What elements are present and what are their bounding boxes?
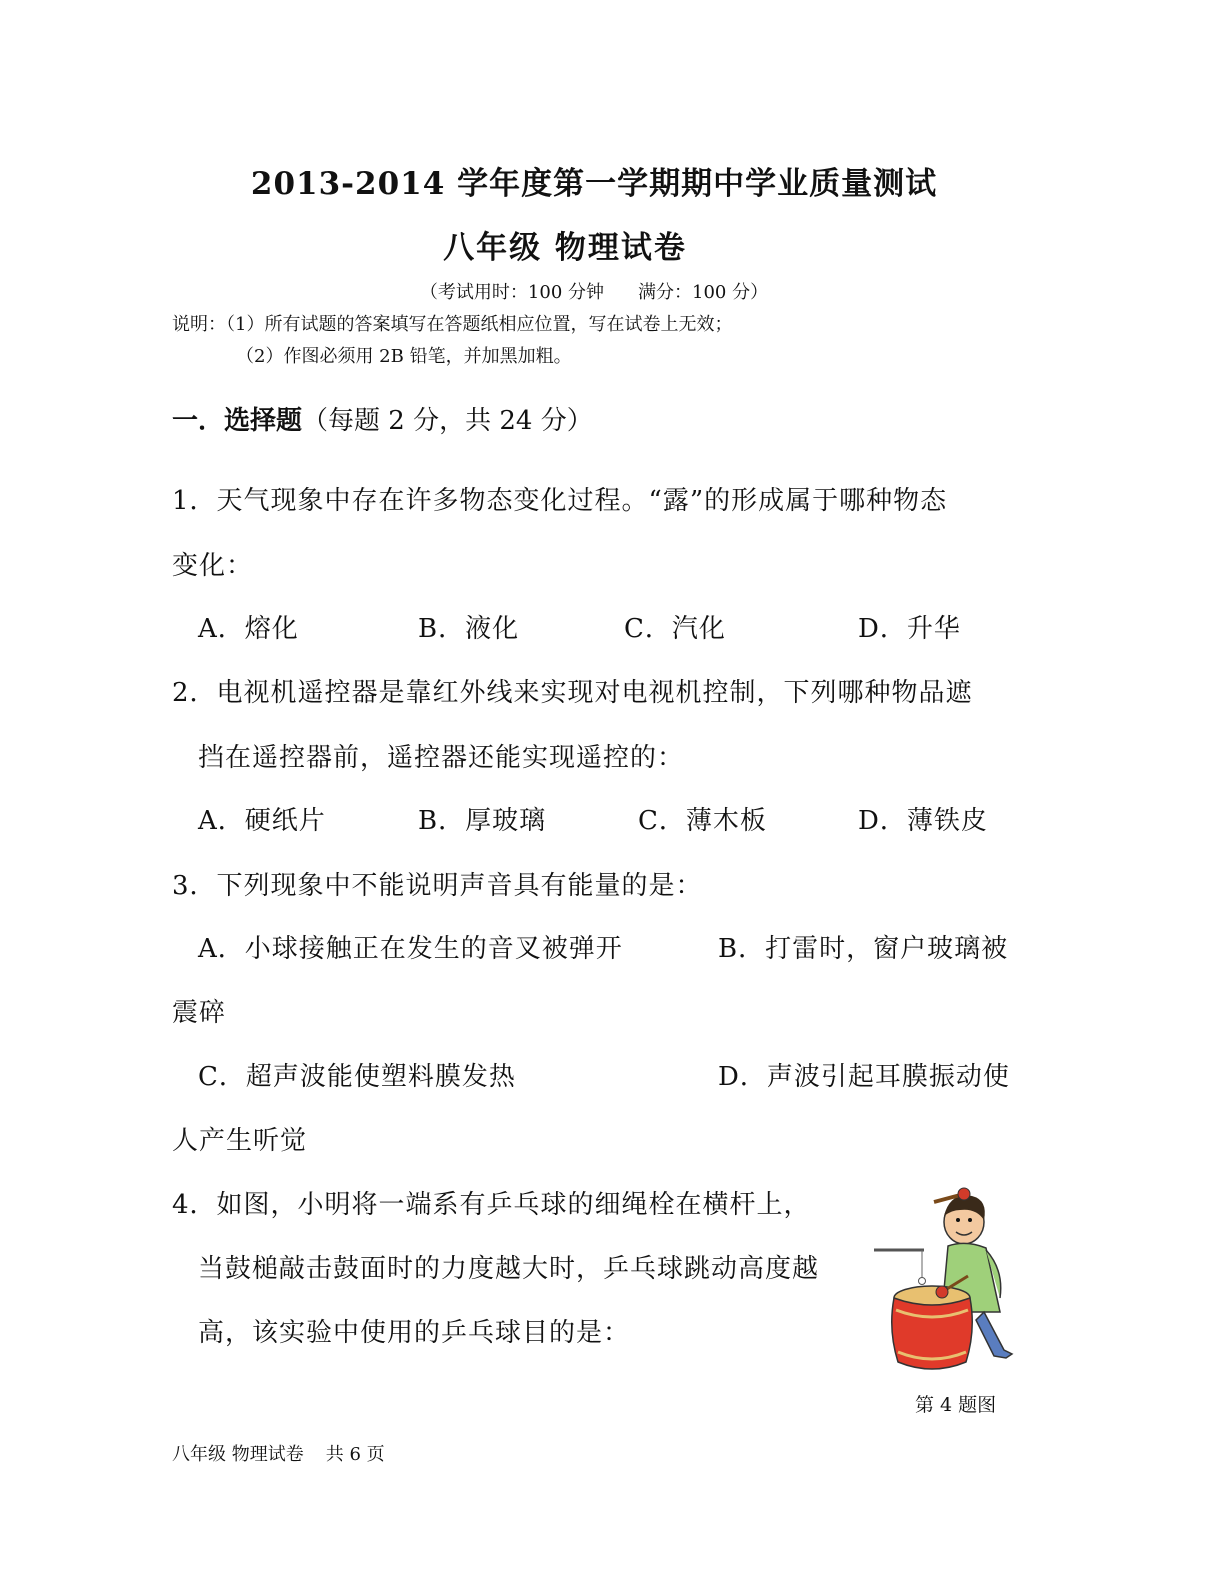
q1-option-a: A．熔化: [198, 614, 299, 644]
q3-option-b-cont: 震碎: [172, 998, 227, 1028]
question-4-line-2: 当鼓槌敲击鼓面时的力度越大时，乒乓球跳动高度越: [198, 1254, 820, 1284]
q3-option-c: C．超声波能使塑料膜发热: [198, 1062, 516, 1092]
q2-option-c: C．薄木板: [638, 806, 767, 836]
q2-option-d: D．薄铁皮: [858, 806, 988, 836]
question-2-line-2: 挡在遥控器前，遥控器还能实现遥控的：: [198, 743, 685, 773]
question-4-line-3: 高，该实验中使用的乒乓球目的是：: [198, 1318, 631, 1348]
section-heading: [172, 400, 593, 437]
footer-left: 八年级 物理试卷: [172, 1444, 304, 1465]
q2-option-a: A．硬纸片: [198, 806, 326, 836]
exam-info: [0, 278, 1188, 304]
question-1-line-1: 1．天气现象中存在许多物态变化过程。“露”的形成属于哪种物态: [172, 486, 948, 516]
exam-title: 2013-2014 学年度第一学期期中学业质量测试: [250, 166, 938, 202]
exam-time: （考试用时：100 分钟: [419, 282, 604, 303]
q3-option-d: D．声波引起耳膜振动使: [718, 1062, 1010, 1092]
note-line-1: 说明：（1）所有试题的答案填写在答题纸相应位置，写在试卷上无效；: [172, 314, 733, 335]
q2-option-b: B．厚玻璃: [418, 806, 547, 836]
q3-option-d-cont: 人产生听觉: [172, 1126, 308, 1156]
question-2-line-1: 2．电视机遥控器是靠红外线来实现对电视机控制，下列哪种物品遮: [172, 678, 973, 708]
question-4-line-1: 4．如图，小明将一端系有乒乓球的细绳栓在横杆上，: [172, 1190, 811, 1220]
figure-caption: 第 4 题图: [915, 1394, 997, 1416]
question-1-line-2: 变化：: [172, 551, 254, 581]
q1-option-c: C．汽化: [624, 614, 726, 644]
drum-illustration: [872, 1180, 1022, 1380]
exam-subtitle: 八年级 物理试卷: [443, 230, 687, 266]
exam-score: 满分：100 分）: [638, 282, 769, 303]
question-3-line-1: 3．下列现象中不能说明声音具有能量的是：: [172, 871, 703, 901]
page-footer: [172, 1440, 385, 1466]
footer-pages: 共 6 页: [325, 1444, 385, 1465]
q1-option-d: D．升华: [858, 614, 961, 644]
q1-option-b: B．液化: [418, 614, 520, 644]
section-detail: （每题 2 分，共 24 分）: [302, 406, 593, 436]
boy-legs: [976, 1312, 1012, 1358]
ping-pong-ball: [919, 1278, 926, 1285]
q3-option-b: B．打雷时，窗户玻璃被: [718, 934, 1009, 964]
section-label: 一．选择题: [172, 406, 303, 436]
q3-option-a: A．小球接触正在发生的音叉被弹开: [198, 934, 623, 964]
note-line-2: （2）作图必须用 2B 铅笔，并加黑加粗。: [236, 346, 572, 367]
